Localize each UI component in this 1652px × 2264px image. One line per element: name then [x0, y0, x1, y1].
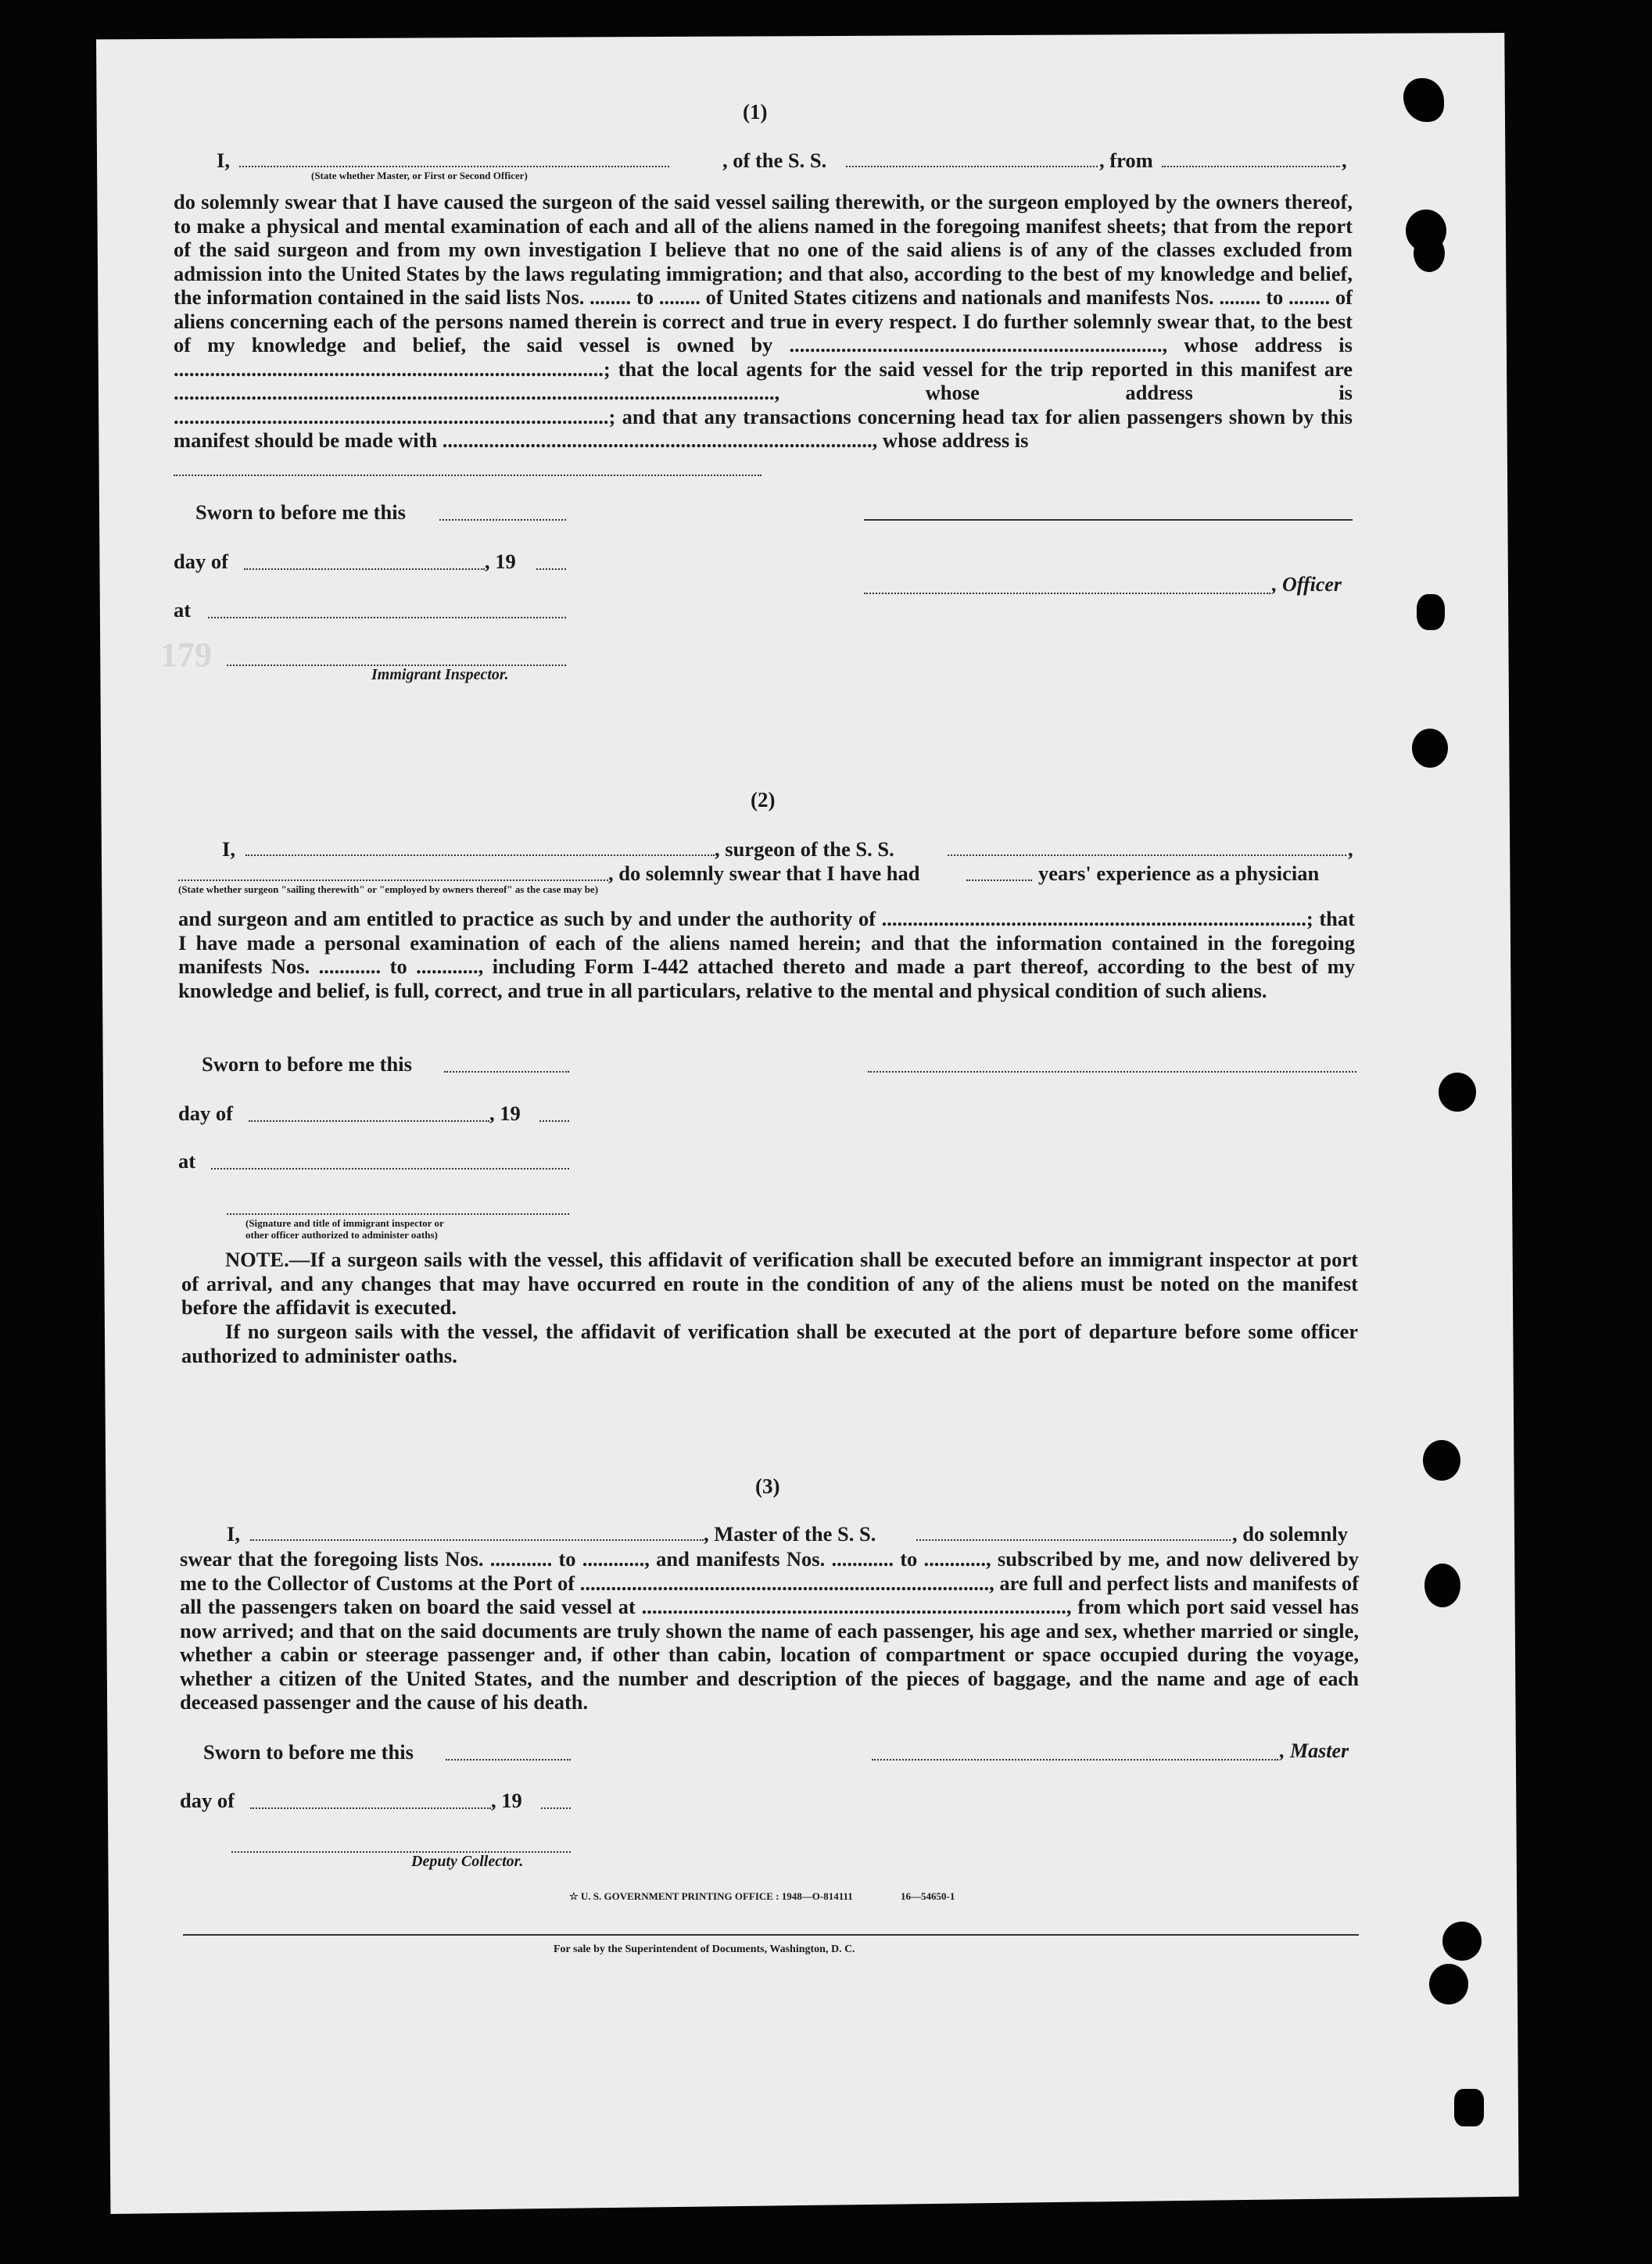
- field-caption: (State whether Master, or First or Second Officer): [311, 170, 528, 181]
- fill-in-line: [541, 1807, 571, 1809]
- oath-line-text: I,: [222, 837, 235, 861]
- punch-hole: [1454, 2089, 1484, 2126]
- oath-line-text: ,: [1348, 837, 1353, 861]
- fill-in-line: [948, 854, 1346, 856]
- year-label: , 19: [491, 1789, 522, 1812]
- fill-in-line: [966, 879, 1032, 881]
- form-code: 16—54650-1: [901, 1890, 955, 1902]
- section-number: (1): [743, 100, 768, 124]
- fill-in-line: [444, 1071, 569, 1073]
- year-label: , 19: [485, 550, 516, 573]
- at-label: at: [178, 1149, 196, 1173]
- sworn-label: Sworn to before me this: [202, 1052, 412, 1076]
- punch-hole: [1423, 1440, 1460, 1481]
- section-number: (2): [751, 788, 776, 811]
- punch-hole: [1417, 594, 1445, 630]
- oath-line-text: I,: [227, 1522, 240, 1546]
- punch-hole: [1412, 729, 1448, 768]
- oath-line-text: , surgeon of the S. S.: [715, 837, 894, 861]
- officer-signature-line: [864, 593, 1270, 594]
- signature-line: [864, 519, 1353, 521]
- day-of-label: day of: [180, 1789, 235, 1812]
- punch-hole: [1424, 1564, 1460, 1607]
- section-number: (3): [755, 1474, 780, 1498]
- oath-line-text: , do solemnly: [1232, 1522, 1348, 1546]
- fill-in-line: [446, 1759, 571, 1761]
- year-label: , 19: [489, 1102, 521, 1125]
- fill-in-line: [178, 879, 608, 881]
- collector-label: Deputy Collector.: [411, 1853, 524, 1870]
- oath-paragraph: do solemnly swear that I have caused the surgeon of the said vessel sailing therewith, or the surgeon employed by the owners thereof, to make a physical and mental examination of each and all of the aliens named in the foregoing manifest sheets; that from the report of the said surgeon and from my own investigation I believe that no one of the said aliens is of any of the classes excluded from admission into the United States by the laws regulating immigration; and that also, according to the best of my knowledge and belief, the information contained in the said lists Nos. ........ to ........ of United States citizens and nationals and manifests Nos. ........ to ........ of aliens concerning each of the persons named therein is correct and true in every respect. I do further solemnly swear that, to the best of my knowledge and belief, the said vessel is owned by ........................................................................, whose address is ...................................................................................; that the local agents for the said vessel for the trip reported in this manifest are ...................................................................................................................., whose address is ....................................................................................; and that any transactions concerning head tax for alien passengers shown by this manifest should be made with ..................................................................................., whose address is: [174, 190, 1353, 452]
- signature-caption: (Signature and title of immigrant inspector or: [245, 1217, 444, 1229]
- fill-in-line: [846, 166, 1098, 167]
- oath-line-text: years' experience as a physician: [1038, 862, 1320, 885]
- signature-line: [868, 1071, 1356, 1073]
- master-label: , Master: [1280, 1739, 1349, 1762]
- footer-rule: [183, 1934, 1359, 1936]
- oath-line-text: , do solemnly swear that I have had: [608, 862, 920, 885]
- fill-in-line: [208, 617, 566, 618]
- fill-in-line: [1162, 166, 1340, 167]
- printing-office-imprint: ☆ U. S. GOVERNMENT PRINTING OFFICE : 1948—O-814111: [569, 1890, 853, 1902]
- day-of-label: day of: [174, 550, 228, 573]
- fill-in-line: [244, 568, 485, 570]
- fill-in-line: [439, 519, 566, 521]
- sworn-label: Sworn to before me this: [203, 1740, 414, 1764]
- field-caption: (State whether surgeon "sailing therewith" or "employed by owners thereof" as the case may be): [178, 883, 599, 895]
- fill-in-line: [539, 1120, 569, 1122]
- note-paragraph: NOTE.—If a surgeon sails with the vessel, this affidavit of verification shall be executed before an immigrant inspector at port of arrival, and any changes that may have occurred en route in the condition of any of the aliens must be noted on the manifest before the affidavit is executed.: [181, 1248, 1358, 1319]
- fill-in-line: [250, 1539, 704, 1541]
- punch-hole: [1414, 235, 1445, 272]
- fill-in-line: [174, 475, 761, 476]
- fill-in-line: [536, 568, 566, 570]
- signature-caption: other officer authorized to administer oaths): [245, 1229, 438, 1241]
- officer-label: , Officer: [1272, 573, 1342, 596]
- sworn-label: Sworn to before me this: [195, 500, 406, 524]
- fill-in-line: [239, 166, 669, 167]
- fill-in-line: [245, 854, 715, 856]
- note-paragraph: If no surgeon sails with the vessel, the affidavit of verification shall be executed at the port of departure before some officer authorized to administer oaths.: [181, 1320, 1358, 1367]
- oath-paragraph: swear that the foregoing lists Nos. ............ to ............, and manifests Nos. ............ to ............, subscribed by me, and now delivered by me to the Collector of Customs at the Port of ..............................................................................., are full and perfect lists and manifests of all the passengers taken on board the said vessel at .................................................................................., from which port said vessel has now arrived; and that on the said documents are truly shown the name of each passenger, his age and sex, whether married or single, whether a cabin or steerage passenger and, if other than cabin, location of compartment or space occupied during the voyage, whether a citizen of the United States, and the number and description of the pieces of baggage, and the name and age of each deceased passenger and the cause of his death.: [180, 1547, 1359, 1714]
- oath-line-text: , Master of the S. S.: [704, 1522, 876, 1546]
- oath-line-text: , from: [1099, 149, 1153, 172]
- at-label: at: [174, 598, 192, 622]
- punch-hole: [1429, 1964, 1468, 2004]
- bleed-through-mark: 179: [160, 636, 212, 674]
- oath-line-text: , of the S. S.: [722, 149, 827, 172]
- day-of-label: day of: [178, 1102, 233, 1125]
- fill-in-line: [211, 1168, 569, 1170]
- master-signature-line: [872, 1759, 1278, 1761]
- punch-hole: [1439, 1073, 1476, 1112]
- oath-line-text: ,: [1342, 149, 1347, 172]
- fill-in-line: [249, 1120, 489, 1122]
- inspector-label: Immigrant Inspector.: [371, 666, 509, 683]
- punch-hole: [1442, 1922, 1482, 1961]
- sale-notice: For sale by the Superintendent of Documents, Washington, D. C.: [554, 1943, 855, 1955]
- oath-paragraph: and surgeon and am entitled to practice as such by and under the authority of ..................................................................................; that I have made a personal examination of each of the aliens named herein; and that the information contained in the foregoing manifests Nos. ............ to ............, including Form I-442 attached thereto and made a part thereof, according to the best of my knowledge and belief, is full, correct, and true in all particulars, relative to the mental and physical condition of such aliens.: [178, 907, 1355, 1002]
- oath-line-text: I,: [217, 149, 230, 172]
- fill-in-line: [250, 1807, 491, 1809]
- fill-in-line: [916, 1539, 1231, 1541]
- signature-line: [227, 1213, 569, 1215]
